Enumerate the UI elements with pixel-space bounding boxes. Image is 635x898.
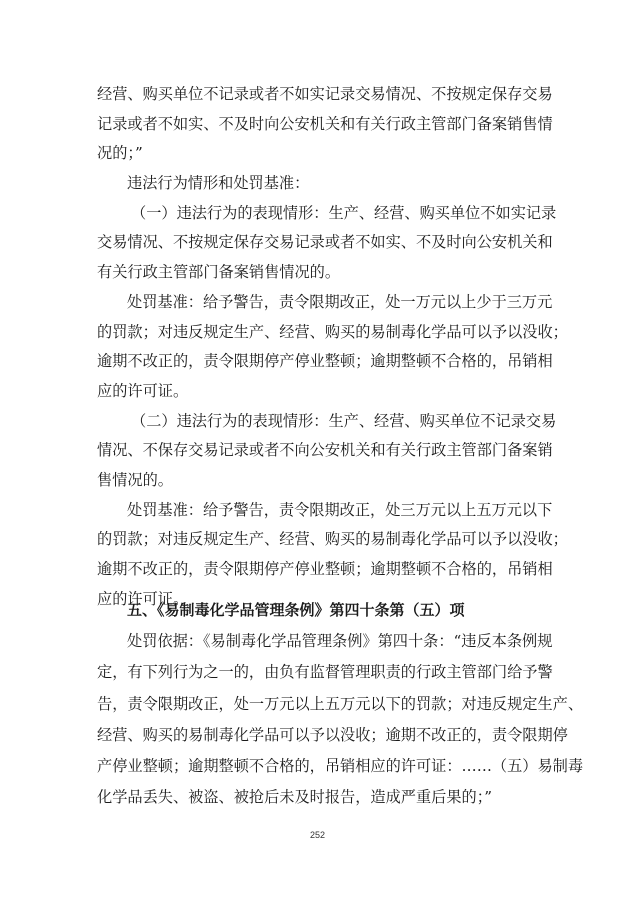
text-line: 记录或者不如实、不及时向公安机关和有关行政主管部门备案销售情	[97, 115, 553, 133]
text-line: 告，责令限期改正，处一万元以上五万元以下的罚款；对违反规定生产、	[97, 695, 583, 713]
text-line: 有关行政主管部门备案销售情况的。	[97, 263, 340, 281]
text-line: 逾期不改正的，责令限期停产停业整顿；逾期整顿不合格的，吊销相	[97, 352, 553, 370]
text-line: 的罚款；对违反规定生产、经营、购买的易制毒化学品可以予以没收；	[97, 323, 568, 341]
text-line: 经营、购买的易制毒化学品可以予以没收；逾期不改正的，责令限期停	[97, 726, 568, 744]
text-line: （一）违法行为的表现情形：生产、经营、购买单位不如实记录	[131, 204, 557, 222]
text-line: 经营、购买单位不记录或者不如实记录交易情况、不按规定保存交易	[97, 85, 553, 103]
text-line: 处罚基准：给予警告，责令限期改正，处一万元以上少于三万元	[127, 293, 553, 311]
text-line: 产停业整顿；逾期整顿不合格的，吊销相应的许可证：……（五）易制毒	[97, 757, 583, 775]
text-line: 应的许可证。	[97, 382, 189, 400]
text-line: 售情况的。	[97, 471, 173, 489]
text-line: 的罚款；对违反规定生产、经营、购买的易制毒化学品可以予以没收；	[97, 530, 568, 548]
section-label: 违法行为情形和处罚基准：	[127, 174, 310, 192]
text-line: 情况、不保存交易记录或者不向公安机关和有关行政主管部门备案销	[97, 441, 553, 459]
text-line: 化学品丢失、被盗、被抢后未及时报告，造成严重后果的；”	[97, 788, 493, 806]
text-line: 处罚基准：给予警告，责令限期改正，处三万元以上五万元以下	[127, 501, 553, 519]
text-line: （二）违法行为的表现情形：生产、经营、购买单位不记录交易	[131, 412, 557, 430]
text-line: 交易情况、不按规定保存交易记录或者不如实、不及时向公安机关和	[97, 233, 553, 251]
text-line: 处罚依据：《易制毒化学品管理条例》第四十条：“违反本条例规	[127, 632, 553, 650]
section-heading: 五、《易制毒化学品管理条例》第四十条第（五）项	[127, 601, 465, 619]
text-line: 逾期不改正的，责令限期停产停业整顿；逾期整顿不合格的，吊销相	[97, 560, 553, 578]
text-line: 应的许可证。	[97, 590, 189, 608]
page-number: 252	[309, 830, 326, 840]
text-line: 定，有下列行为之一的，由负有监督管理职责的行政主管部门给予警	[97, 663, 553, 681]
text-line: 况的；”	[97, 144, 143, 162]
